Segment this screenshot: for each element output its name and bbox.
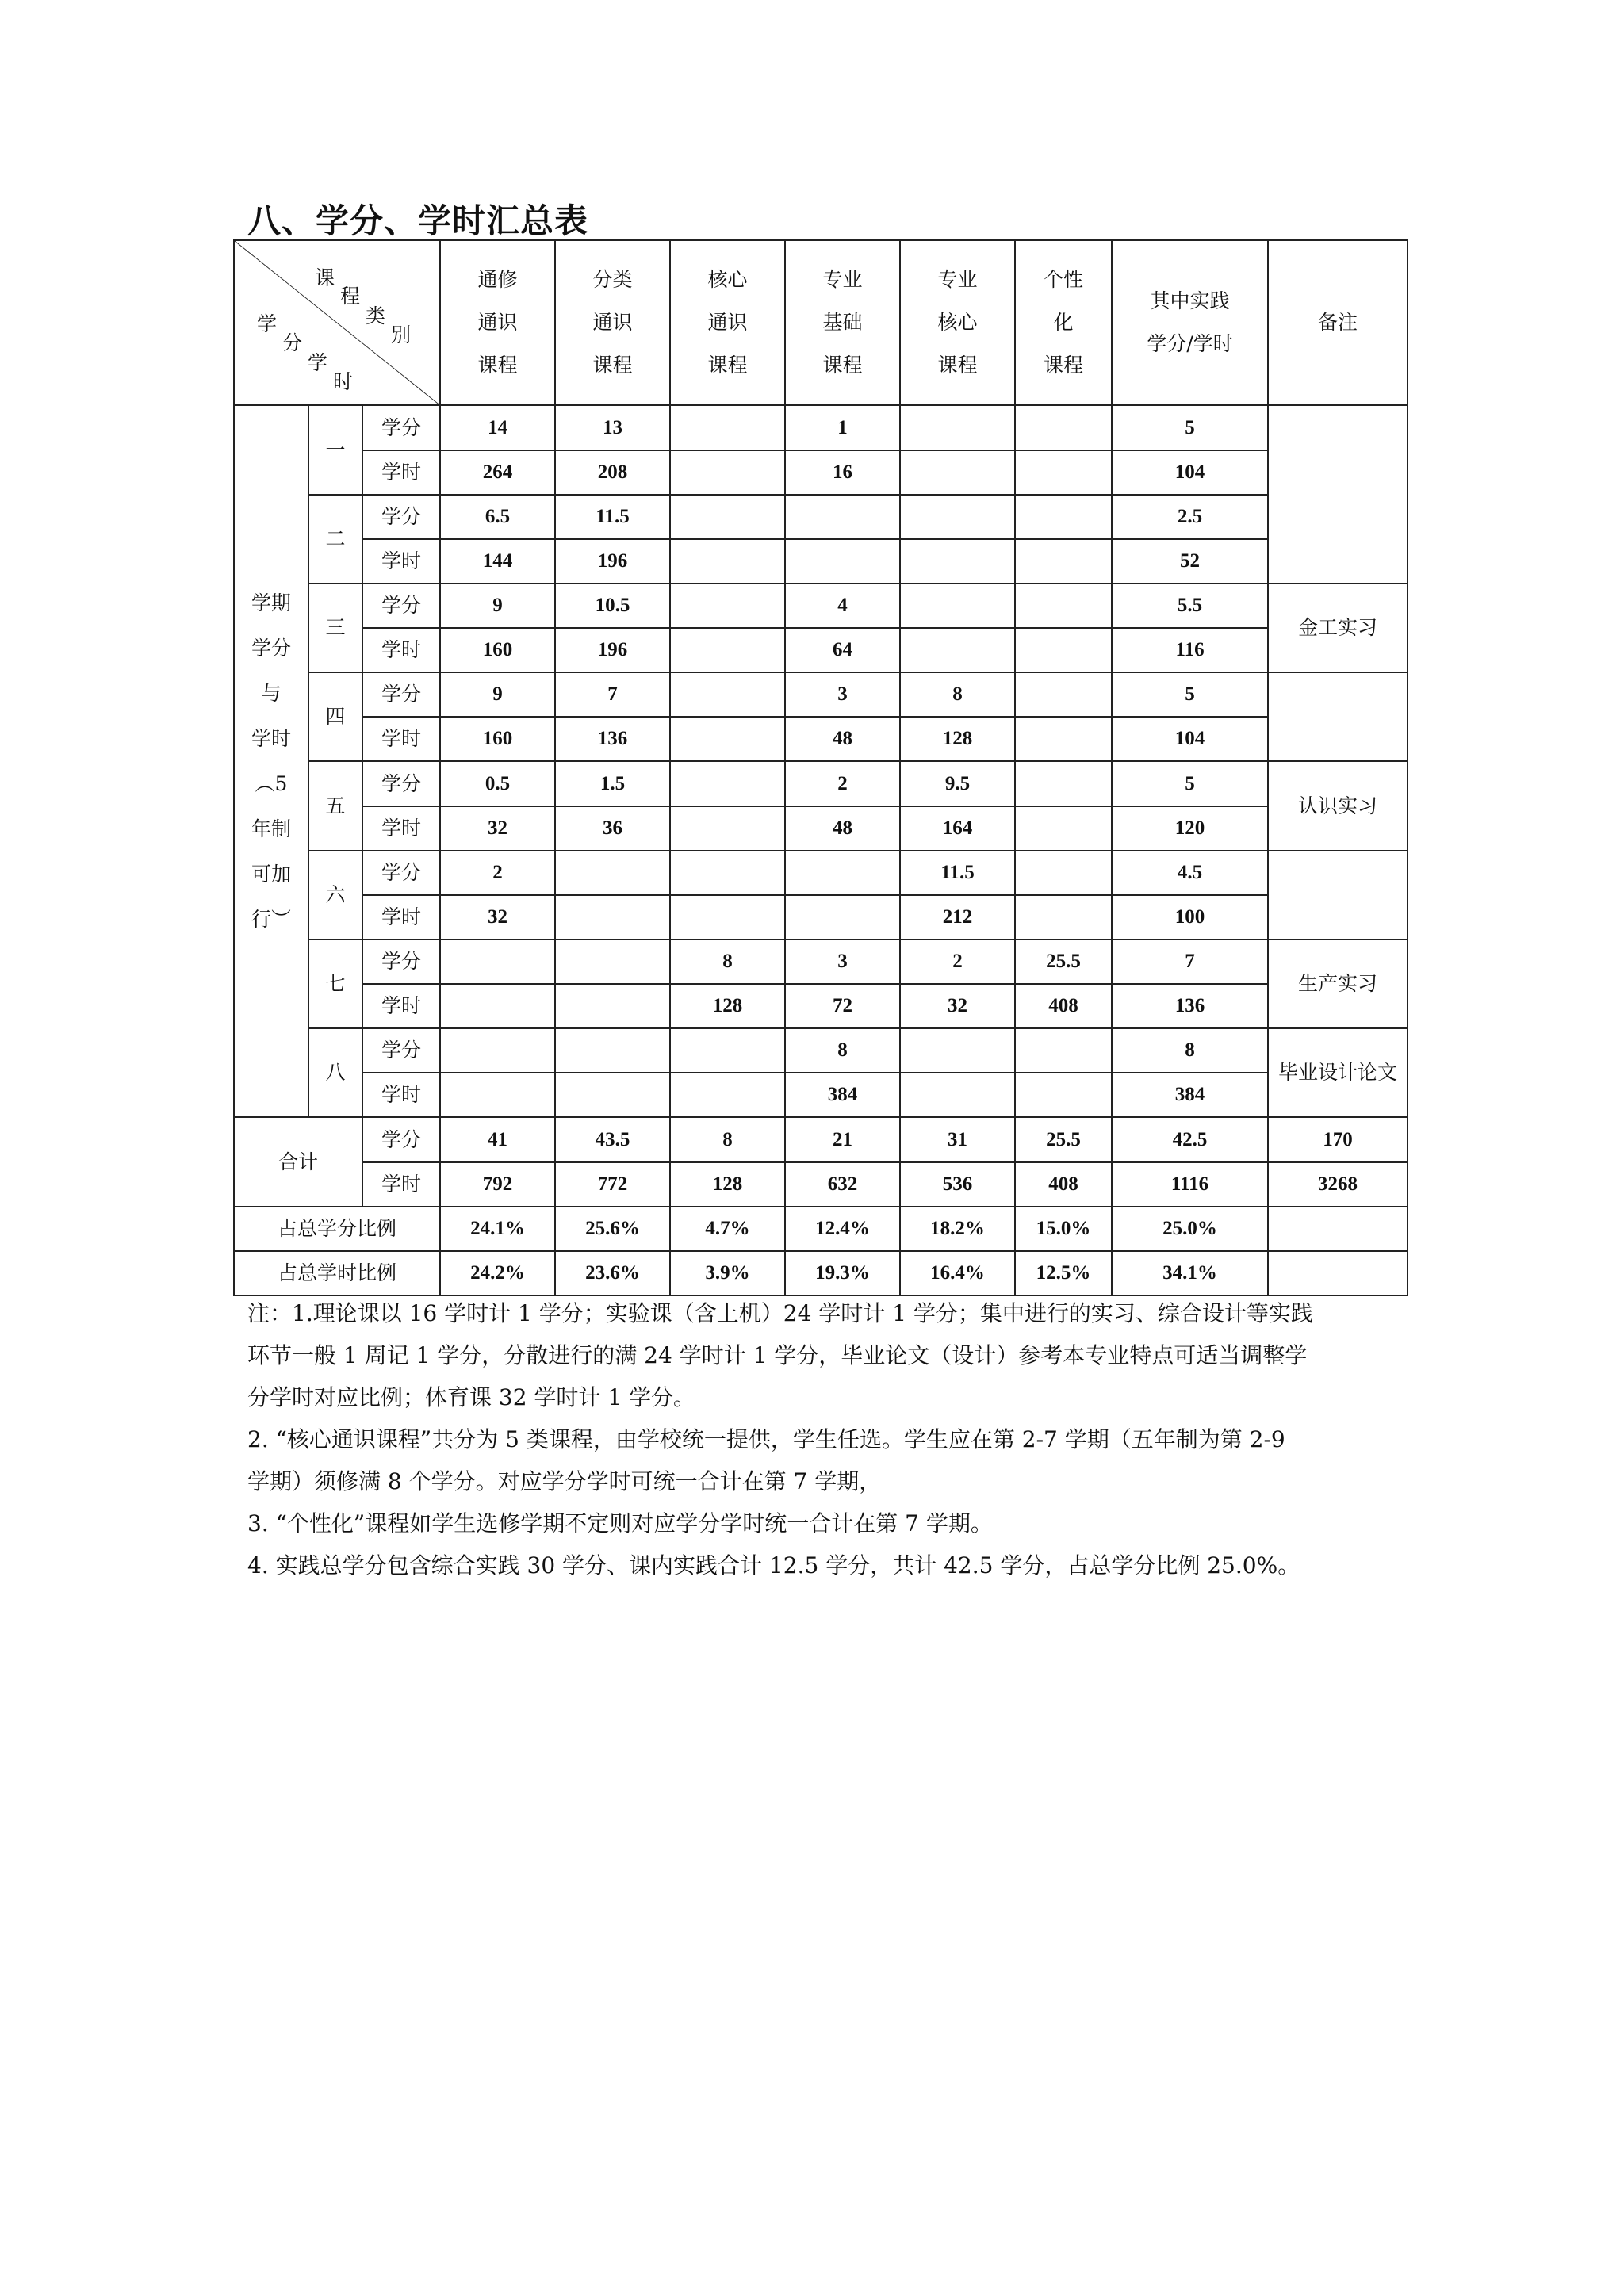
- credit-cell: 9: [440, 672, 555, 717]
- table-row: [234, 584, 1408, 628]
- note-line: 注：1.理论课以 16 学时计 1 学分；实验课（含上机）24 学时计 1 学分；集中进行的实习、综合设计等实践: [247, 1300, 1313, 1326]
- table-row: [234, 1162, 1408, 1207]
- semester-label: 三: [308, 584, 362, 672]
- hour-cell: 408: [1015, 984, 1112, 1028]
- row-type-label: 学分: [362, 672, 440, 717]
- hour-cell: 64: [785, 628, 900, 672]
- hour-cell: 160: [440, 717, 555, 761]
- hour-cell: [1015, 895, 1112, 939]
- total-credit-cell: 31: [900, 1117, 1015, 1161]
- column-header-line: 通识: [477, 311, 518, 335]
- hour-cell: 160: [440, 628, 555, 672]
- column-header-line: 课程: [822, 354, 863, 377]
- ratio-cell: 24.2%: [440, 1251, 555, 1295]
- credit-cell: [1015, 405, 1112, 450]
- row-type-label: 学分: [362, 495, 440, 539]
- credit-cell: 8: [900, 672, 1015, 717]
- corner-top-char: 类: [366, 304, 386, 327]
- hour-cell: [1015, 539, 1112, 584]
- row-type-label: 学时: [362, 1162, 440, 1207]
- ratio-cell: 16.4%: [900, 1251, 1015, 1295]
- credit-hour-summary-table: [233, 239, 1408, 1296]
- side-label-line: 学时: [251, 727, 291, 751]
- semester-label: 四: [308, 672, 362, 761]
- ratio-cell: 23.6%: [555, 1251, 670, 1295]
- credit-cell: 8: [785, 1028, 900, 1073]
- remark-cell: 生产实习: [1268, 939, 1408, 1028]
- column-header-line: 课程: [477, 354, 518, 377]
- side-label-line: 可加: [251, 863, 291, 886]
- total-label: 合计: [234, 1117, 362, 1206]
- note-line: 环节一般 1 周记 1 学分，分散进行的满 24 学时计 1 学分，毕业论文（设计）参考本专业特点可适当调整学: [247, 1342, 1308, 1368]
- side-label-line: 学分: [251, 637, 291, 660]
- hour-cell: 136: [555, 717, 670, 761]
- row-type-label: 学分: [362, 851, 440, 895]
- hour-cell: [670, 717, 785, 761]
- credit-cell: 4: [785, 584, 900, 628]
- semester-label: 五: [308, 761, 362, 850]
- side-label-line: 年制: [251, 817, 291, 841]
- table-row: [234, 672, 1408, 717]
- hour-cell: 212: [900, 895, 1015, 939]
- row-type-label: 学时: [362, 984, 440, 1028]
- column-header: [785, 240, 900, 405]
- table-row: [234, 761, 1408, 806]
- note-line: 学期）须修满 8 个学分。对应学分学时可统一合计在第 7 学期，: [247, 1468, 882, 1494]
- ratio-cell: 19.3%: [785, 1251, 900, 1295]
- column-header: [555, 240, 670, 405]
- column-header: [440, 240, 555, 405]
- credit-cell: [785, 495, 900, 539]
- credit-cell: 11.5: [900, 851, 1015, 895]
- row-type-label: 学时: [362, 1073, 440, 1117]
- hour-cell: [670, 1073, 785, 1117]
- hour-cell: 16: [785, 450, 900, 495]
- hour-cell: 196: [555, 628, 670, 672]
- column-header-line: 专业: [937, 268, 978, 292]
- side-label-line: 学期: [251, 591, 291, 615]
- credit-cell: 6.5: [440, 495, 555, 539]
- row-type-label: 学分: [362, 761, 440, 806]
- column-header-line: 通识: [592, 311, 633, 335]
- ratio-cell: [1268, 1207, 1408, 1251]
- row-type-label: 学时: [362, 806, 440, 851]
- total-hour-cell: 3268: [1268, 1162, 1408, 1207]
- row-type-label: 学时: [362, 450, 440, 495]
- hour-cell: 104: [1112, 450, 1268, 495]
- hour-cell: 72: [785, 984, 900, 1028]
- corner-bottom-char: 分: [282, 331, 303, 354]
- hour-cell: 32: [440, 895, 555, 939]
- side-label-line: 行︶: [251, 908, 291, 932]
- column-header-line: 课程: [937, 354, 978, 377]
- ratio-cell: 25.0%: [1112, 1207, 1268, 1251]
- credit-cell: 3: [785, 939, 900, 984]
- credit-cell: [1015, 584, 1112, 628]
- column-header: [670, 240, 785, 405]
- corner-top-char: 课: [315, 266, 335, 289]
- credit-cell: 2: [440, 851, 555, 895]
- corner-header-cell: [234, 240, 440, 405]
- column-header-line: 其中实践: [1150, 289, 1230, 313]
- row-type-label: 学分: [362, 405, 440, 450]
- table-row: [234, 895, 1408, 939]
- credit-cell: 11.5: [555, 495, 670, 539]
- credit-cell: 0.5: [440, 761, 555, 806]
- credit-cell: 1.5: [555, 761, 670, 806]
- ratio-cell: 25.6%: [555, 1207, 670, 1251]
- total-credit-cell: 41: [440, 1117, 555, 1161]
- credit-cell: 8: [1112, 1028, 1268, 1073]
- credit-cell: [555, 939, 670, 984]
- hour-cell: 128: [900, 717, 1015, 761]
- total-hour-cell: 536: [900, 1162, 1015, 1207]
- semester-label: 七: [308, 939, 362, 1028]
- page-title: 八、学分、学时汇总表: [247, 201, 589, 240]
- hour-cell: 32: [440, 806, 555, 851]
- credit-cell: 4.5: [1112, 851, 1268, 895]
- credit-cell: 14: [440, 405, 555, 450]
- ratio-cell: 24.1%: [440, 1207, 555, 1251]
- corner-bottom-char: 时: [333, 370, 354, 393]
- credit-cell: [670, 1028, 785, 1073]
- table-row: [234, 806, 1408, 851]
- column-header-line: 备注: [1318, 311, 1358, 335]
- hour-cell: [670, 628, 785, 672]
- semester-side-label: [234, 405, 308, 1117]
- hour-cell: 36: [555, 806, 670, 851]
- table-row: [234, 984, 1408, 1028]
- ratio-cell: 34.1%: [1112, 1251, 1268, 1295]
- column-header: [1015, 240, 1112, 405]
- hour-cell: [900, 628, 1015, 672]
- corner-bottom-char: 学: [257, 312, 278, 335]
- row-type-label: 学分: [362, 1117, 440, 1161]
- hour-cell: 100: [1112, 895, 1268, 939]
- note-line: 4. 实践总学分包含综合实践 30 学分、课内实践合计 12.5 学分，共计 42.5 学分，占总学分比例 25.0%。: [247, 1552, 1300, 1578]
- column-header-line: 化: [1053, 311, 1074, 335]
- column-header-line: 基础: [822, 311, 863, 335]
- corner-top-char: 程: [340, 285, 361, 308]
- hour-cell: [555, 895, 670, 939]
- corner-bottom-char: 学: [308, 351, 328, 374]
- hour-cell: 208: [555, 450, 670, 495]
- row-type-label: 学时: [362, 628, 440, 672]
- row-type-label: 学分: [362, 1028, 440, 1073]
- credit-cell: [900, 584, 1015, 628]
- total-hour-cell: 772: [555, 1162, 670, 1207]
- table-row: [234, 240, 1408, 405]
- column-header-line: 课程: [592, 354, 633, 377]
- credit-cell: [1015, 672, 1112, 717]
- table-row: [234, 1028, 1408, 1073]
- credit-cell: 2: [900, 939, 1015, 984]
- hour-cell: 384: [1112, 1073, 1268, 1117]
- ratio-cell: 12.4%: [785, 1207, 900, 1251]
- table-row: [234, 628, 1408, 672]
- remark-cell: 认识实习: [1268, 761, 1408, 850]
- credit-cell: 10.5: [555, 584, 670, 628]
- note-line: 3. “个性化”课程如学生选修学期不定则对应学分学时统一合计在第 7 学期。: [247, 1510, 993, 1536]
- remark-cell: 毕业设计论文: [1268, 1028, 1408, 1117]
- credit-cell: [670, 672, 785, 717]
- total-hour-cell: 408: [1015, 1162, 1112, 1207]
- credit-cell: [440, 939, 555, 984]
- credit-cell: [670, 584, 785, 628]
- hour-cell: 48: [785, 806, 900, 851]
- hour-cell: [1015, 450, 1112, 495]
- hour-cell: 116: [1112, 628, 1268, 672]
- hour-cell: [440, 984, 555, 1028]
- column-header-line: 个性: [1044, 268, 1084, 292]
- hour-cell: [1015, 717, 1112, 761]
- credit-cell: [670, 761, 785, 806]
- column-header-line: 课程: [707, 354, 748, 377]
- credit-cell: [670, 851, 785, 895]
- ratio-cell: 12.5%: [1015, 1251, 1112, 1295]
- credit-cell: [670, 495, 785, 539]
- hour-cell: 128: [670, 984, 785, 1028]
- hour-cell: [1015, 628, 1112, 672]
- note-line: 分学时对应比例；体育课 32 学时计 1 学分。: [247, 1384, 696, 1410]
- hour-cell: [1015, 806, 1112, 851]
- row-type-label: 学时: [362, 717, 440, 761]
- column-header: [900, 240, 1015, 405]
- credit-cell: 2.5: [1112, 495, 1268, 539]
- total-credit-cell: 42.5: [1112, 1117, 1268, 1161]
- column-header-line: 核心: [707, 268, 748, 292]
- credit-ratio-label: 占总学分比例: [234, 1207, 440, 1251]
- column-header: [1112, 240, 1268, 405]
- ratio-cell: 18.2%: [900, 1207, 1015, 1251]
- hour-cell: [1015, 1073, 1112, 1117]
- remark-cell: [1268, 405, 1408, 584]
- table-row: [234, 405, 1408, 450]
- hour-cell: [555, 984, 670, 1028]
- credit-cell: 7: [555, 672, 670, 717]
- credit-cell: [900, 405, 1015, 450]
- semester-label: 二: [308, 495, 362, 584]
- column-header: [1268, 240, 1408, 405]
- semester-label: 一: [308, 405, 362, 494]
- credit-cell: 1: [785, 405, 900, 450]
- credit-cell: [1015, 761, 1112, 806]
- hour-cell: 384: [785, 1073, 900, 1117]
- row-type-label: 学分: [362, 939, 440, 984]
- semester-label: 八: [308, 1028, 362, 1117]
- side-label-line: ︵5: [255, 772, 288, 796]
- credit-cell: 13: [555, 405, 670, 450]
- credit-cell: 2: [785, 761, 900, 806]
- corner-top-char: 别: [391, 323, 412, 346]
- remark-cell: [1268, 851, 1408, 939]
- table-row: [234, 539, 1408, 584]
- table-row: [234, 717, 1408, 761]
- table-row: [234, 450, 1408, 495]
- table-row: [234, 1073, 1408, 1117]
- hour-ratio-label: 占总学时比例: [234, 1251, 440, 1295]
- hour-cell: [555, 1073, 670, 1117]
- credit-cell: 3: [785, 672, 900, 717]
- hour-cell: 104: [1112, 717, 1268, 761]
- credit-cell: 25.5: [1015, 939, 1112, 984]
- column-header-line: 课程: [1044, 354, 1084, 377]
- total-credit-cell: 21: [785, 1117, 900, 1161]
- credit-cell: 5: [1112, 405, 1268, 450]
- hour-cell: 264: [440, 450, 555, 495]
- ratio-cell: 4.7%: [670, 1207, 785, 1251]
- row-type-label: 学时: [362, 895, 440, 939]
- hour-cell: [670, 539, 785, 584]
- credit-cell: [1015, 1028, 1112, 1073]
- ratio-cell: [1268, 1251, 1408, 1295]
- credit-cell: [1015, 851, 1112, 895]
- hour-cell: 52: [1112, 539, 1268, 584]
- row-type-label: 学时: [362, 539, 440, 584]
- column-header-line: 专业: [822, 268, 863, 292]
- hour-cell: 164: [900, 806, 1015, 851]
- column-header-line: 核心: [937, 311, 978, 335]
- hour-cell: [440, 1073, 555, 1117]
- credit-cell: [440, 1028, 555, 1073]
- total-hour-cell: 792: [440, 1162, 555, 1207]
- total-credit-cell: 170: [1268, 1117, 1408, 1161]
- credit-cell: 9: [440, 584, 555, 628]
- hour-cell: [900, 1073, 1015, 1117]
- credit-cell: [785, 851, 900, 895]
- column-header-line: 学分/学时: [1147, 332, 1233, 356]
- credit-cell: 7: [1112, 939, 1268, 984]
- hour-cell: 48: [785, 717, 900, 761]
- credit-cell: [900, 495, 1015, 539]
- note-line: 2. “核心通识课程”共分为 5 类课程，由学校统一提供，学生任选。学生应在第 2-7 学期（五年制为第 2-9: [247, 1426, 1285, 1452]
- column-header-line: 分类: [592, 268, 633, 292]
- table-row: [234, 1207, 1408, 1251]
- remark-cell: 金工实习: [1268, 584, 1408, 672]
- total-hour-cell: 632: [785, 1162, 900, 1207]
- side-label-line: 与: [261, 682, 282, 706]
- total-credit-cell: 8: [670, 1117, 785, 1161]
- hour-cell: [900, 450, 1015, 495]
- table-row: [234, 495, 1408, 539]
- column-header-line: 通修: [477, 268, 518, 292]
- hour-cell: [670, 895, 785, 939]
- table-row: [234, 939, 1408, 984]
- credit-cell: 5: [1112, 672, 1268, 717]
- hour-cell: [670, 450, 785, 495]
- remark-cell: [1268, 672, 1408, 761]
- hour-cell: [900, 539, 1015, 584]
- credit-cell: 8: [670, 939, 785, 984]
- hour-cell: 32: [900, 984, 1015, 1028]
- row-type-label: 学分: [362, 584, 440, 628]
- credit-cell: [1015, 495, 1112, 539]
- credit-cell: 9.5: [900, 761, 1015, 806]
- table-notes: [247, 1292, 1413, 1586]
- hour-cell: 196: [555, 539, 670, 584]
- column-header-line: 通识: [707, 311, 748, 335]
- semester-label: 六: [308, 851, 362, 939]
- table-row: [234, 1251, 1408, 1295]
- total-hour-cell: 128: [670, 1162, 785, 1207]
- credit-cell: [555, 851, 670, 895]
- total-hour-cell: 1116: [1112, 1162, 1268, 1207]
- hour-cell: 120: [1112, 806, 1268, 851]
- total-credit-cell: 43.5: [555, 1117, 670, 1161]
- credit-cell: 5.5: [1112, 584, 1268, 628]
- hour-cell: [785, 895, 900, 939]
- credit-cell: [555, 1028, 670, 1073]
- credit-cell: [670, 405, 785, 450]
- credit-cell: [900, 1028, 1015, 1073]
- total-credit-cell: 25.5: [1015, 1117, 1112, 1161]
- hour-cell: 144: [440, 539, 555, 584]
- table-row: [234, 1117, 1408, 1161]
- hour-cell: [785, 539, 900, 584]
- credit-cell: 5: [1112, 761, 1268, 806]
- table-row: [234, 851, 1408, 895]
- hour-cell: 136: [1112, 984, 1268, 1028]
- ratio-cell: 15.0%: [1015, 1207, 1112, 1251]
- ratio-cell: 3.9%: [670, 1251, 785, 1295]
- hour-cell: [670, 806, 785, 851]
